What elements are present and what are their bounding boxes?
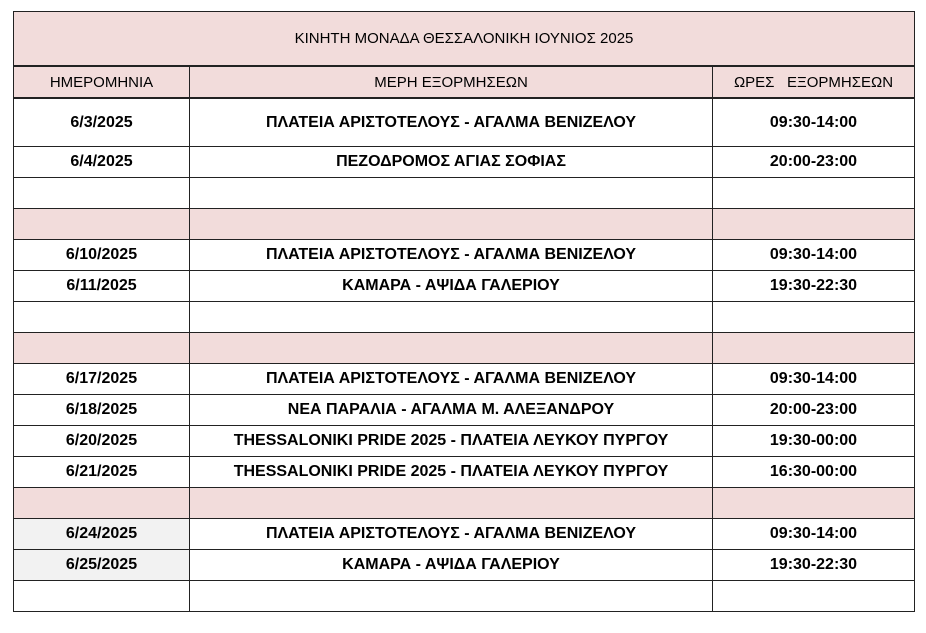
table-row	[14, 364, 915, 395]
date-cell	[14, 178, 190, 209]
schedule-table	[13, 11, 915, 612]
time-cell	[713, 178, 915, 209]
date-cell: 6/25/2025	[14, 550, 190, 581]
date-cell	[14, 209, 190, 240]
place-cell: ΠΛΑΤΕΙΑ ΑΡΙΣΤΟΤΕΛΟΥΣ - ΑΓΑΛΜΑ ΒΕΝΙΖΕΛΟΥ	[190, 364, 713, 395]
date-cell: 6/10/2025	[14, 240, 190, 271]
place-cell	[190, 302, 713, 333]
place-cell	[190, 178, 713, 209]
header-row	[14, 66, 915, 98]
table-row	[14, 581, 915, 612]
date-cell: 6/17/2025	[14, 364, 190, 395]
time-cell: 09:30-14:00	[713, 519, 915, 550]
time-cell: 09:30-14:00	[713, 98, 915, 147]
time-cell	[713, 302, 915, 333]
date-cell: 6/21/2025	[14, 457, 190, 488]
date-cell: 6/3/2025	[14, 98, 190, 147]
separator-row	[14, 209, 915, 240]
table-row	[14, 178, 915, 209]
place-cell: ΠΛΑΤΕΙΑ ΑΡΙΣΤΟΤΕΛΟΥΣ - ΑΓΑΛΜΑ ΒΕΝΙΖΕΛΟΥ	[190, 519, 713, 550]
place-cell	[190, 333, 713, 364]
time-cell: 16:30-00:00	[713, 457, 915, 488]
place-column-header: ΜΕΡΗ ΕΞΟΡΜΗΣΕΩΝ	[190, 66, 713, 98]
table-row	[14, 302, 915, 333]
table-row	[14, 98, 915, 147]
place-cell	[190, 488, 713, 519]
date-column-header: ΗΜΕΡΟΜΗΝΙΑ	[14, 66, 190, 98]
date-cell: 6/24/2025	[14, 519, 190, 550]
place-cell: THESSALONIKI PRIDE 2025 - ΠΛΑΤΕΙΑ ΛΕΥΚΟΥ ΠΥΡΓΟΥ	[190, 457, 713, 488]
place-cell: ΠΛΑΤΕΙΑ ΑΡΙΣΤΟΤΕΛΟΥΣ - ΑΓΑΛΜΑ ΒΕΝΙΖΕΛΟΥ	[190, 98, 713, 147]
table-row	[14, 147, 915, 178]
table-row	[14, 240, 915, 271]
table-row	[14, 271, 915, 302]
date-cell: 6/4/2025	[14, 147, 190, 178]
place-cell	[190, 209, 713, 240]
place-cell: ΚΑΜΑΡΑ - ΑΨΙΔΑ ΓΑΛΕΡΙΟΥ	[190, 271, 713, 302]
table-row	[14, 426, 915, 457]
time-cell: 19:30-22:30	[713, 550, 915, 581]
date-cell	[14, 302, 190, 333]
schedule-title: ΚΙΝΗΤΗ ΜΟΝΑΔΑ ΘΕΣΣΑΛΟΝΙΚΗ ΙΟΥΝΙΟΣ 2025	[14, 12, 915, 67]
time-cell	[713, 333, 915, 364]
place-cell: ΠΛΑΤΕΙΑ ΑΡΙΣΤΟΤΕΛΟΥΣ - ΑΓΑΛΜΑ ΒΕΝΙΖΕΛΟΥ	[190, 240, 713, 271]
time-cell: 09:30-14:00	[713, 364, 915, 395]
place-cell: ΠΕΖΟΔΡΟΜΟΣ ΑΓΙΑΣ ΣΟΦΙΑΣ	[190, 147, 713, 178]
table-row	[14, 395, 915, 426]
title-row	[14, 12, 915, 67]
table-row	[14, 457, 915, 488]
place-cell: ΝΕΑ ΠΑΡΑΛΙΑ - ΑΓΑΛΜΑ Μ. ΑΛΕΞΑΝΔΡΟΥ	[190, 395, 713, 426]
separator-row	[14, 333, 915, 364]
time-cell: 19:30-00:00	[713, 426, 915, 457]
time-cell	[713, 581, 915, 612]
time-cell	[713, 488, 915, 519]
table-row	[14, 550, 915, 581]
place-cell: THESSALONIKI PRIDE 2025 - ΠΛΑΤΕΙΑ ΛΕΥΚΟΥ ΠΥΡΓΟΥ	[190, 426, 713, 457]
time-column-header: ΩΡΕΣ ΕΞΟΡΜΗΣΕΩΝ	[713, 66, 915, 98]
time-cell: 19:30-22:30	[713, 271, 915, 302]
date-cell: 6/18/2025	[14, 395, 190, 426]
date-cell: 6/20/2025	[14, 426, 190, 457]
separator-row	[14, 488, 915, 519]
date-cell	[14, 581, 190, 612]
time-cell: 20:00-23:00	[713, 147, 915, 178]
time-cell: 09:30-14:00	[713, 240, 915, 271]
place-cell	[190, 581, 713, 612]
time-cell: 20:00-23:00	[713, 395, 915, 426]
date-cell	[14, 333, 190, 364]
date-cell: 6/11/2025	[14, 271, 190, 302]
date-cell	[14, 488, 190, 519]
table-row	[14, 519, 915, 550]
time-cell	[713, 209, 915, 240]
place-cell: ΚΑΜΑΡΑ - ΑΨΙΔΑ ΓΑΛΕΡΙΟΥ	[190, 550, 713, 581]
